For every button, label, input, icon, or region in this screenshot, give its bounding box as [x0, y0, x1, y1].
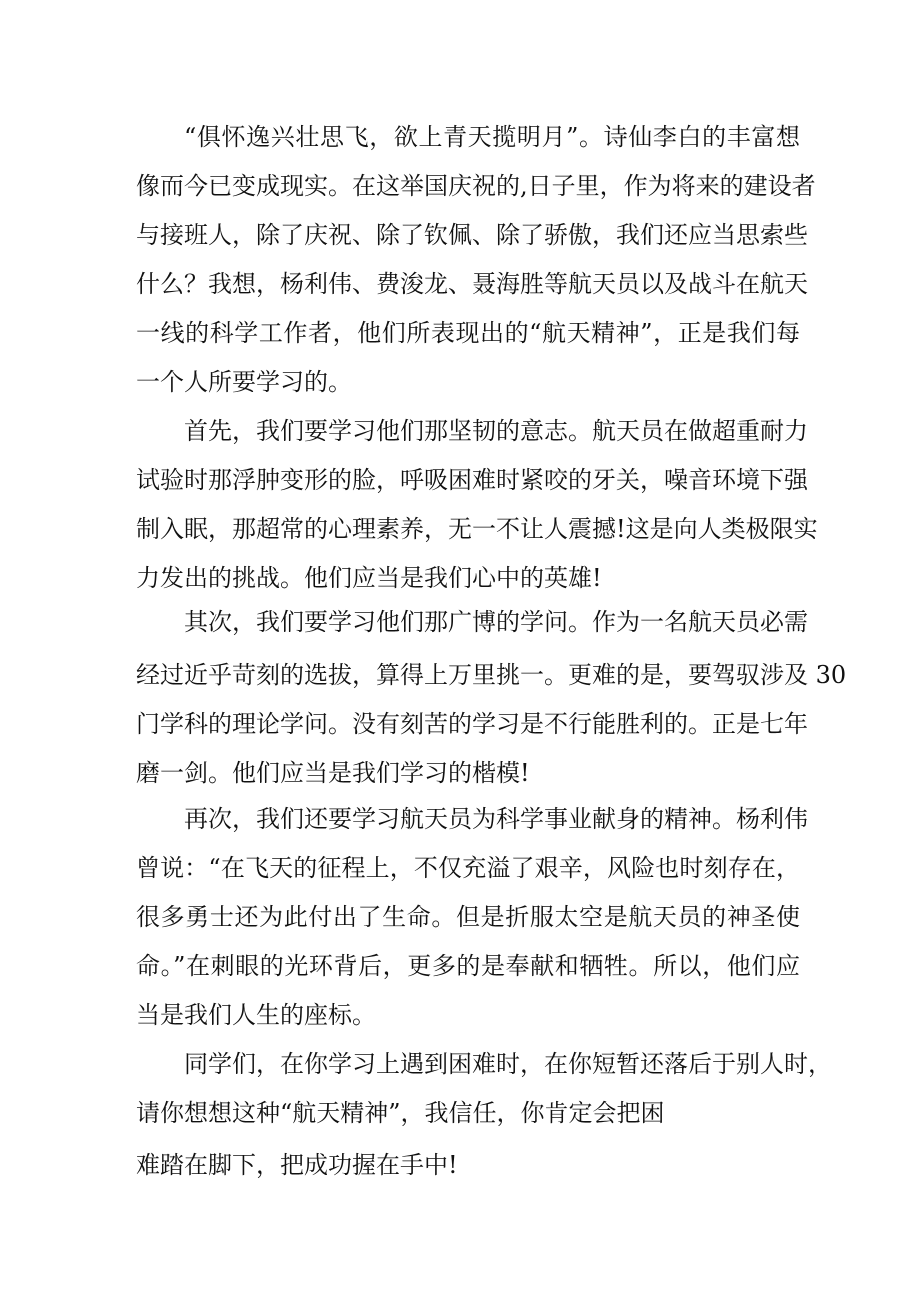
- paragraph-2-line-4: 力发出的挑战。他们应当是我们心中的英雄!: [136, 564, 602, 592]
- paragraph-1-line-6: 一个人所要学习的。: [136, 368, 352, 396]
- paragraph-4-line-5: 当是我们人生的座标。: [136, 1001, 376, 1029]
- paragraph-4-line-4: 命。”在刺眼的光环背后，更多的是奉献和牺牲。所以，他们应: [136, 952, 800, 980]
- paragraph-4-line-3: 很多勇士还为此付出了生命。但是折服太空是航天员的神圣使: [136, 903, 800, 931]
- paragraph-1-line-1: “俱怀逸兴壮思飞，欲上青天揽明月”。诗仙李白的丰富想: [184, 123, 800, 151]
- paragraph-1-line-3: 与接班人，除了庆祝、除了钦佩、除了骄傲，我们还应当思索些: [136, 221, 808, 249]
- paragraph-4-line-2: 曾说：“在飞天的征程上，不仅充溢了艰辛，风险也时刻存在，: [136, 854, 800, 882]
- paragraph-4-line-1: 再次，我们还要学习航天员为科学事业献身的精神。杨利伟: [184, 805, 808, 833]
- paragraph-3-line-2: 经过近乎苛刻的选拔，算得上万里挑一。更难的是，要驾驭涉及 30: [136, 661, 847, 689]
- paragraph-1-line-4: 什么？我想，杨利伟、费浚龙、聂海胜等航天员以及战斗在航天: [136, 270, 808, 298]
- paragraph-2-line-1: 首先，我们要学习他们那坚韧的意志。航天员在做超重耐力: [184, 417, 808, 445]
- paragraph-2-line-2: 试验时那浮肿变形的脸，呼吸困难时紧咬的牙关，噪音环境下强: [136, 466, 808, 494]
- paragraph-2-line-3: 制入眠，那超常的心理素养，无一不让人震撼!这是向人类极限实: [136, 515, 818, 543]
- paragraph-5-line-1: 同学们，在你学习上遇到困难时，在你短暂还落后于别人时，: [184, 1050, 832, 1078]
- paragraph-1-line-5: 一线的科学工作者，他们所表现出的“航天精神”，正是我们每: [136, 319, 800, 347]
- paragraph-3-line-1: 其次，我们要学习他们那广博的学问。作为一名航天员必需: [184, 608, 808, 636]
- paragraph-3-line-4: 磨一剑。他们应当是我们学习的楷模!: [136, 759, 530, 787]
- paragraph-1-line-2: 像而今已变成现实。在这举国庆祝的,日子里，作为将来的建设者: [136, 172, 816, 200]
- paragraph-5-line-3: 难踏在脚下，把成功握在手中!: [136, 1151, 458, 1179]
- paragraph-3-line-3: 门学科的理论学问。没有刻苦的学习是不行能胜利的。正是七年: [136, 710, 808, 738]
- paragraph-5-line-2: 请你想想这种“航天精神”，我信任，你肯定会把困: [136, 1099, 665, 1127]
